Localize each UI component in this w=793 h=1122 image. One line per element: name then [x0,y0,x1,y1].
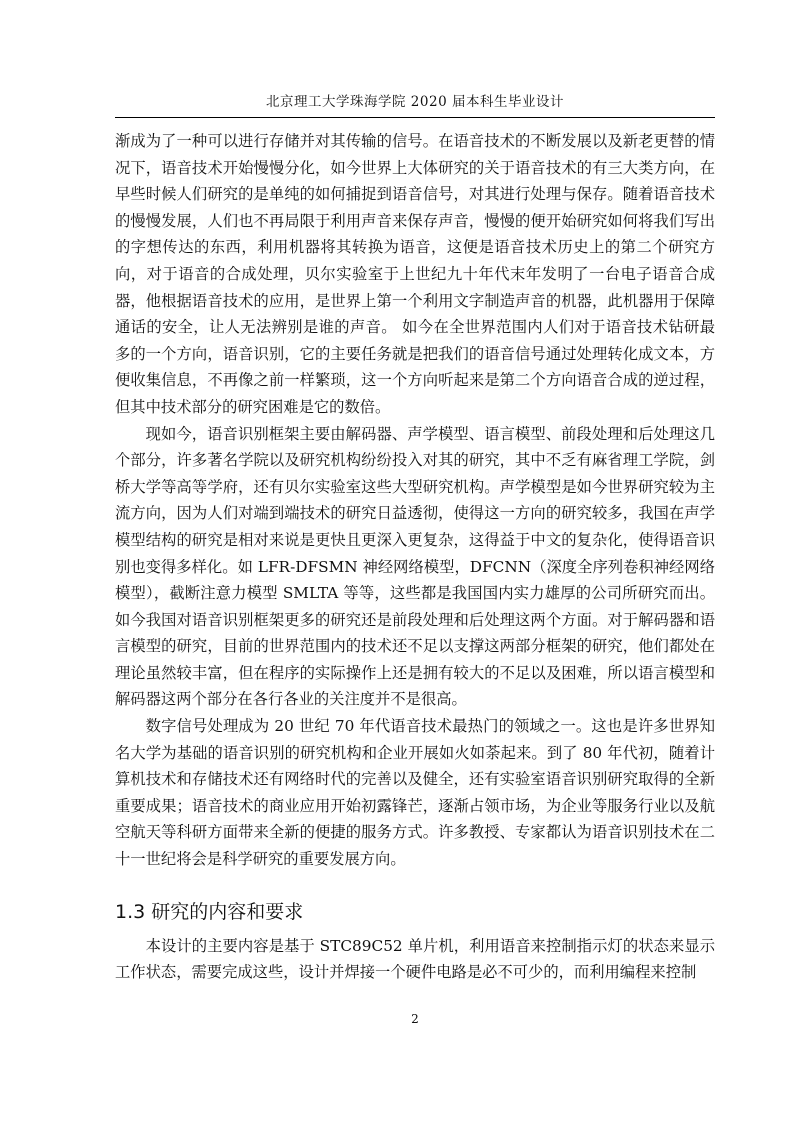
paragraph-dsp-history: 数字信号处理成为 20 世纪 70 年代语音技术最热门的领域之一。这也是许多世界知名大学为基础的语音识别的研究机构和企业开展如火如荼起来。到了 80 年代初，随着计算机技术和存储技术还有网络时代的完善以及健全，还有实验室语音识别研究取得的全新重要成果；语音技术的商业应用开始初露锋芒，逐渐占领市场，为企业等服务行业以及航空航天等科研方面带来全新的便捷的服务方式。许多教授、专家都认为语音识别技术在二十一世纪将会是科学研究的重要发展方向。 [115,717,715,869]
page-header: 北京理工大学珠海学院 2020 届本科生毕业设计 [266,94,564,110]
section-heading: 1.3 研究的内容和要求 [115,900,304,923]
document-body [115,128,715,986]
paragraph-continued: 渐成为了一种可以进行存储并对其传输的信号。在语音技术的不断发展以及新老更替的情况下，语音技术开始慢慢分化，如今世界上大体研究的关于语音技术的有三大类方向，在早些时候人们研究的是单纯的如何捕捉到语音信号，对其进行处理与保存。随着语音技术的慢慢发展，人们也不再局限于利用声音来保存声音，慢慢的便开始研究如何将我们写出的字想传达的东西，利用机器将其转换为语音，这便是语音技术历史上的第二个研究方向，对于语音的合成处理，贝尔实验室于上世纪九十年代末年发明了一台电子语音合成器，他根据语音技术的应用，是世界上第一个利用文字制造声音的机器，此机器用于保障通话的安全，让人无法辨别是谁的声音。 如今在全世界范围内人们对于语音技术钻研最多的一个方向，语音识别，它的主要任务就是把我们的语音信号通过处理转化成文本，方便收集信息，不再像之前一样繁琐，这一个方向听起来是第二个方向语音合成的逆过程，但其中技术部分的研究困难是它的数倍。 [115,132,715,416]
header-divider [115,117,715,118]
paragraph-recognition-framework: 现如今，语音识别框架主要由解码器、声学模型、语言模型、前段处理和后处理这几个部分，许多著名学院以及研究机构纷纷投入对其的研究，其中不乏有麻省理工学院，剑桥大学等高等学府，还有贝尔实验室这些大型研究机构。声学模型是如今世界研究较为主流方向，因为人们对端到端技术的研究日益透彻，使得这一方向的研究较多，我国在声学模型结构的研究是相对来说是更快且更深入更复杂，这得益于中文的复杂化，使得语音识别也变得多样化。如 LFR-DFSMN 神经网络模型，DFCNN（深度全序列卷积神经网络模型），截断注意力模型 SMLTA 等等，这些都是我国国内实力雄厚的公司所研究而出。如今我国对语音识别框架更多的研究还是前段处理和后处理这两个方面。对于解码器和语言模型的研究，目前的世界范围内的技术还不足以支撑这两部分框架的研究，他们都处在理论虽然较丰富，但在程序的实际操作上还是拥有较大的不足以及困难，所以语言模型和解码器这两个部分在各行各业的关注度并不是很高。 [115,424,715,709]
paragraph-section-content: 本设计的主要内容是基于 STC89C52 单片机，利用语音来控制指示灯的状态来显示工作状态，需要完成这些，设计并焊接一个硬件电路是必不可少的，而利用编程来控制 [115,936,715,982]
page-number: 2 [411,1012,419,1026]
